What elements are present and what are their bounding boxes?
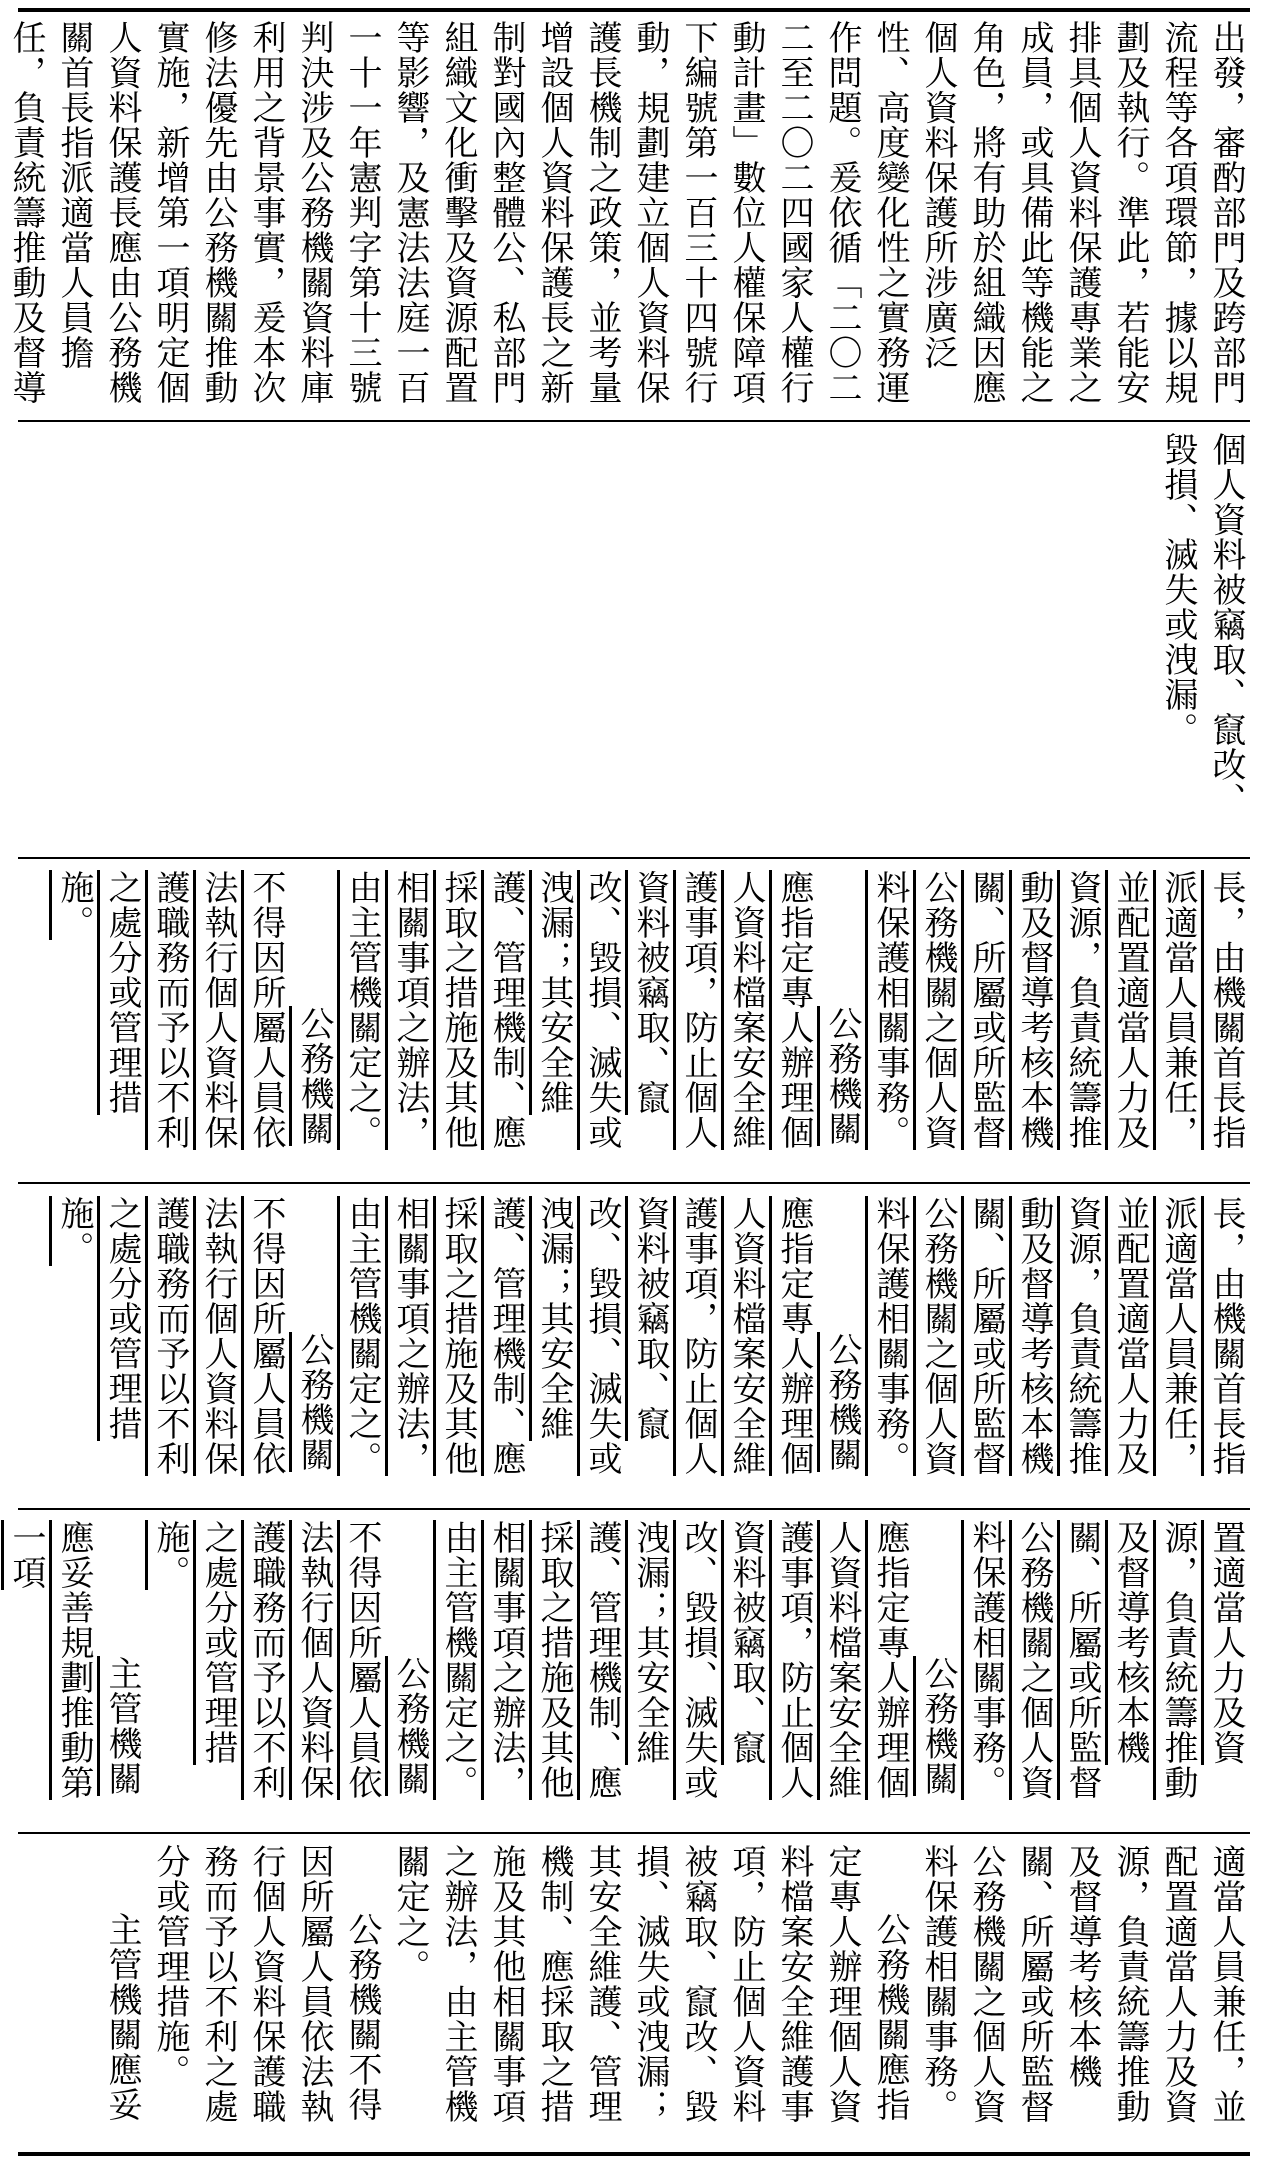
amendment-paragraph-1: 置適當人力及資源，負責統籌推動及督導考核本機關、所屬或所監督公務機關之個人資料保護相關事務。 — [966, 1520, 1246, 1800]
column-divider — [18, 1832, 1250, 1834]
amendment-paragraph-1: 長，由機關首長指派適當人員兼任，並配置適當人力及資源，負責統籌推動及督導考核本機關、所屬或所監督公務機關之個人資料保護相關事務。 — [870, 870, 1246, 1150]
column-divider — [18, 857, 1250, 859]
amendment-column-3 — [6, 1520, 1250, 1820]
current-provision-text: 個人資料被竊取、竄改、毀損、滅失或洩漏。 — [1158, 432, 1246, 817]
amendment-paragraph-3: 公務機關不得因所屬人員依法執行個人資料保護職務而予以不利之處分或管理措施。 — [150, 1844, 382, 2124]
amendment-paragraph-4: 主管機關應妥 — [102, 1912, 142, 2122]
column-divider — [18, 1182, 1250, 1184]
top-rule — [18, 8, 1250, 12]
column-divider — [18, 1508, 1250, 1510]
amendment-paragraph-1: 長，由機關首長指派適當人員兼任，並配置適當人力及資源，負責統籌推動及督導考核本機關、所屬或所監督公務機關之個人資料保護相關事務。 — [870, 1196, 1246, 1476]
amendment-paragraph-4: 主管機關應妥善規劃推動第一項 — [6, 1520, 142, 1800]
amendment-column-4 — [60, 1844, 1250, 2144]
amendment-paragraph-3: 公務機關不得因所屬人員依法執行個人資料保護職務而予以不利之處分或管理措施。 — [54, 870, 334, 1150]
amendment-paragraph-2: 公務機關應指定專人辦理個人資料檔案安全維護事項，防止個人資料被竊取、竄改、毀損、滅失或洩漏；其安全維護、管理機制、應採取之措施及其他相關事項之辦法，由主管機關定之。 — [342, 1196, 862, 1476]
amendment-paragraph-3: 公務機關不得因所屬人員依法執行個人資料保護職務而予以不利之處分或管理措施。 — [150, 1520, 430, 1800]
amendment-column-2 — [54, 1196, 1250, 1496]
column-divider — [18, 420, 1250, 422]
amendment-paragraph-2: 公務機關應指定專人辦理個人資料檔案安全維護事項，防止個人資料被竊取、竄改、毀損、滅失或洩漏；其安全維護、管理機制、應採取之措施及其他相關事項之辦法，由主管機關定之。 — [342, 870, 862, 1150]
amendment-paragraph-1: 適當人員兼任，並配置適當人力及資源，負責統籌推動及督導考核本機關、所屬或所監督公務機關之個人資料保護相關事務。 — [918, 1844, 1246, 2124]
explanation-column — [6, 20, 1250, 410]
amendment-paragraph-2: 公務機關應指定專人辦理個人資料檔案安全維護事項，防止個人資料被竊取、竄改、毀損、滅失或洩漏；其安全維護、管理機制、應採取之措施及其他相關事項之辦法，由主管機關定之。 — [390, 1844, 910, 2124]
bottom-rule — [18, 2152, 1250, 2156]
amendment-paragraph-2: 公務機關應指定專人辦理個人資料檔案安全維護事項，防止個人資料被竊取、竄改、毀損、滅失或洩漏；其安全維護、管理機制、應採取之措施及其他相關事項之辦法，由主管機關定之。 — [438, 1520, 958, 1800]
amendment-column-1 — [54, 870, 1250, 1170]
current-provision-column — [60, 432, 1250, 847]
amendment-paragraph-3: 公務機關不得因所屬人員依法執行個人資料保護職務而予以不利之處分或管理措施。 — [54, 1196, 334, 1476]
explanation-paragraph-1: 出發，審酌部門及跨部門流程等各項環節，據以規劃及執行。準此，若能安排具個人資料保護專業之成員，或具備此等機能之角色，將有助於組織因應個人資料保護所涉廣泛性、高度變化性之實務運作問題。爰依循「二〇二二至二〇二四國家人權行動計畫」數位人權保障項下編號第一百三十四號行動，規劃建立個人資料保護長機制之政策，並考量增設個人資料保護長之新制對國內整體公、私部門組織文化衝擊及資源配置等影響，及憲法法庭一百一十一年憲判字第十三號判決涉及公務機關資料庫利用之背景事實，爰本次修法優先由公務機關推動實施，新增第一項明定個人資料保護長應由公務機關首長指派適當人員擔任，負責統籌推動及督導 — [6, 20, 1246, 405]
